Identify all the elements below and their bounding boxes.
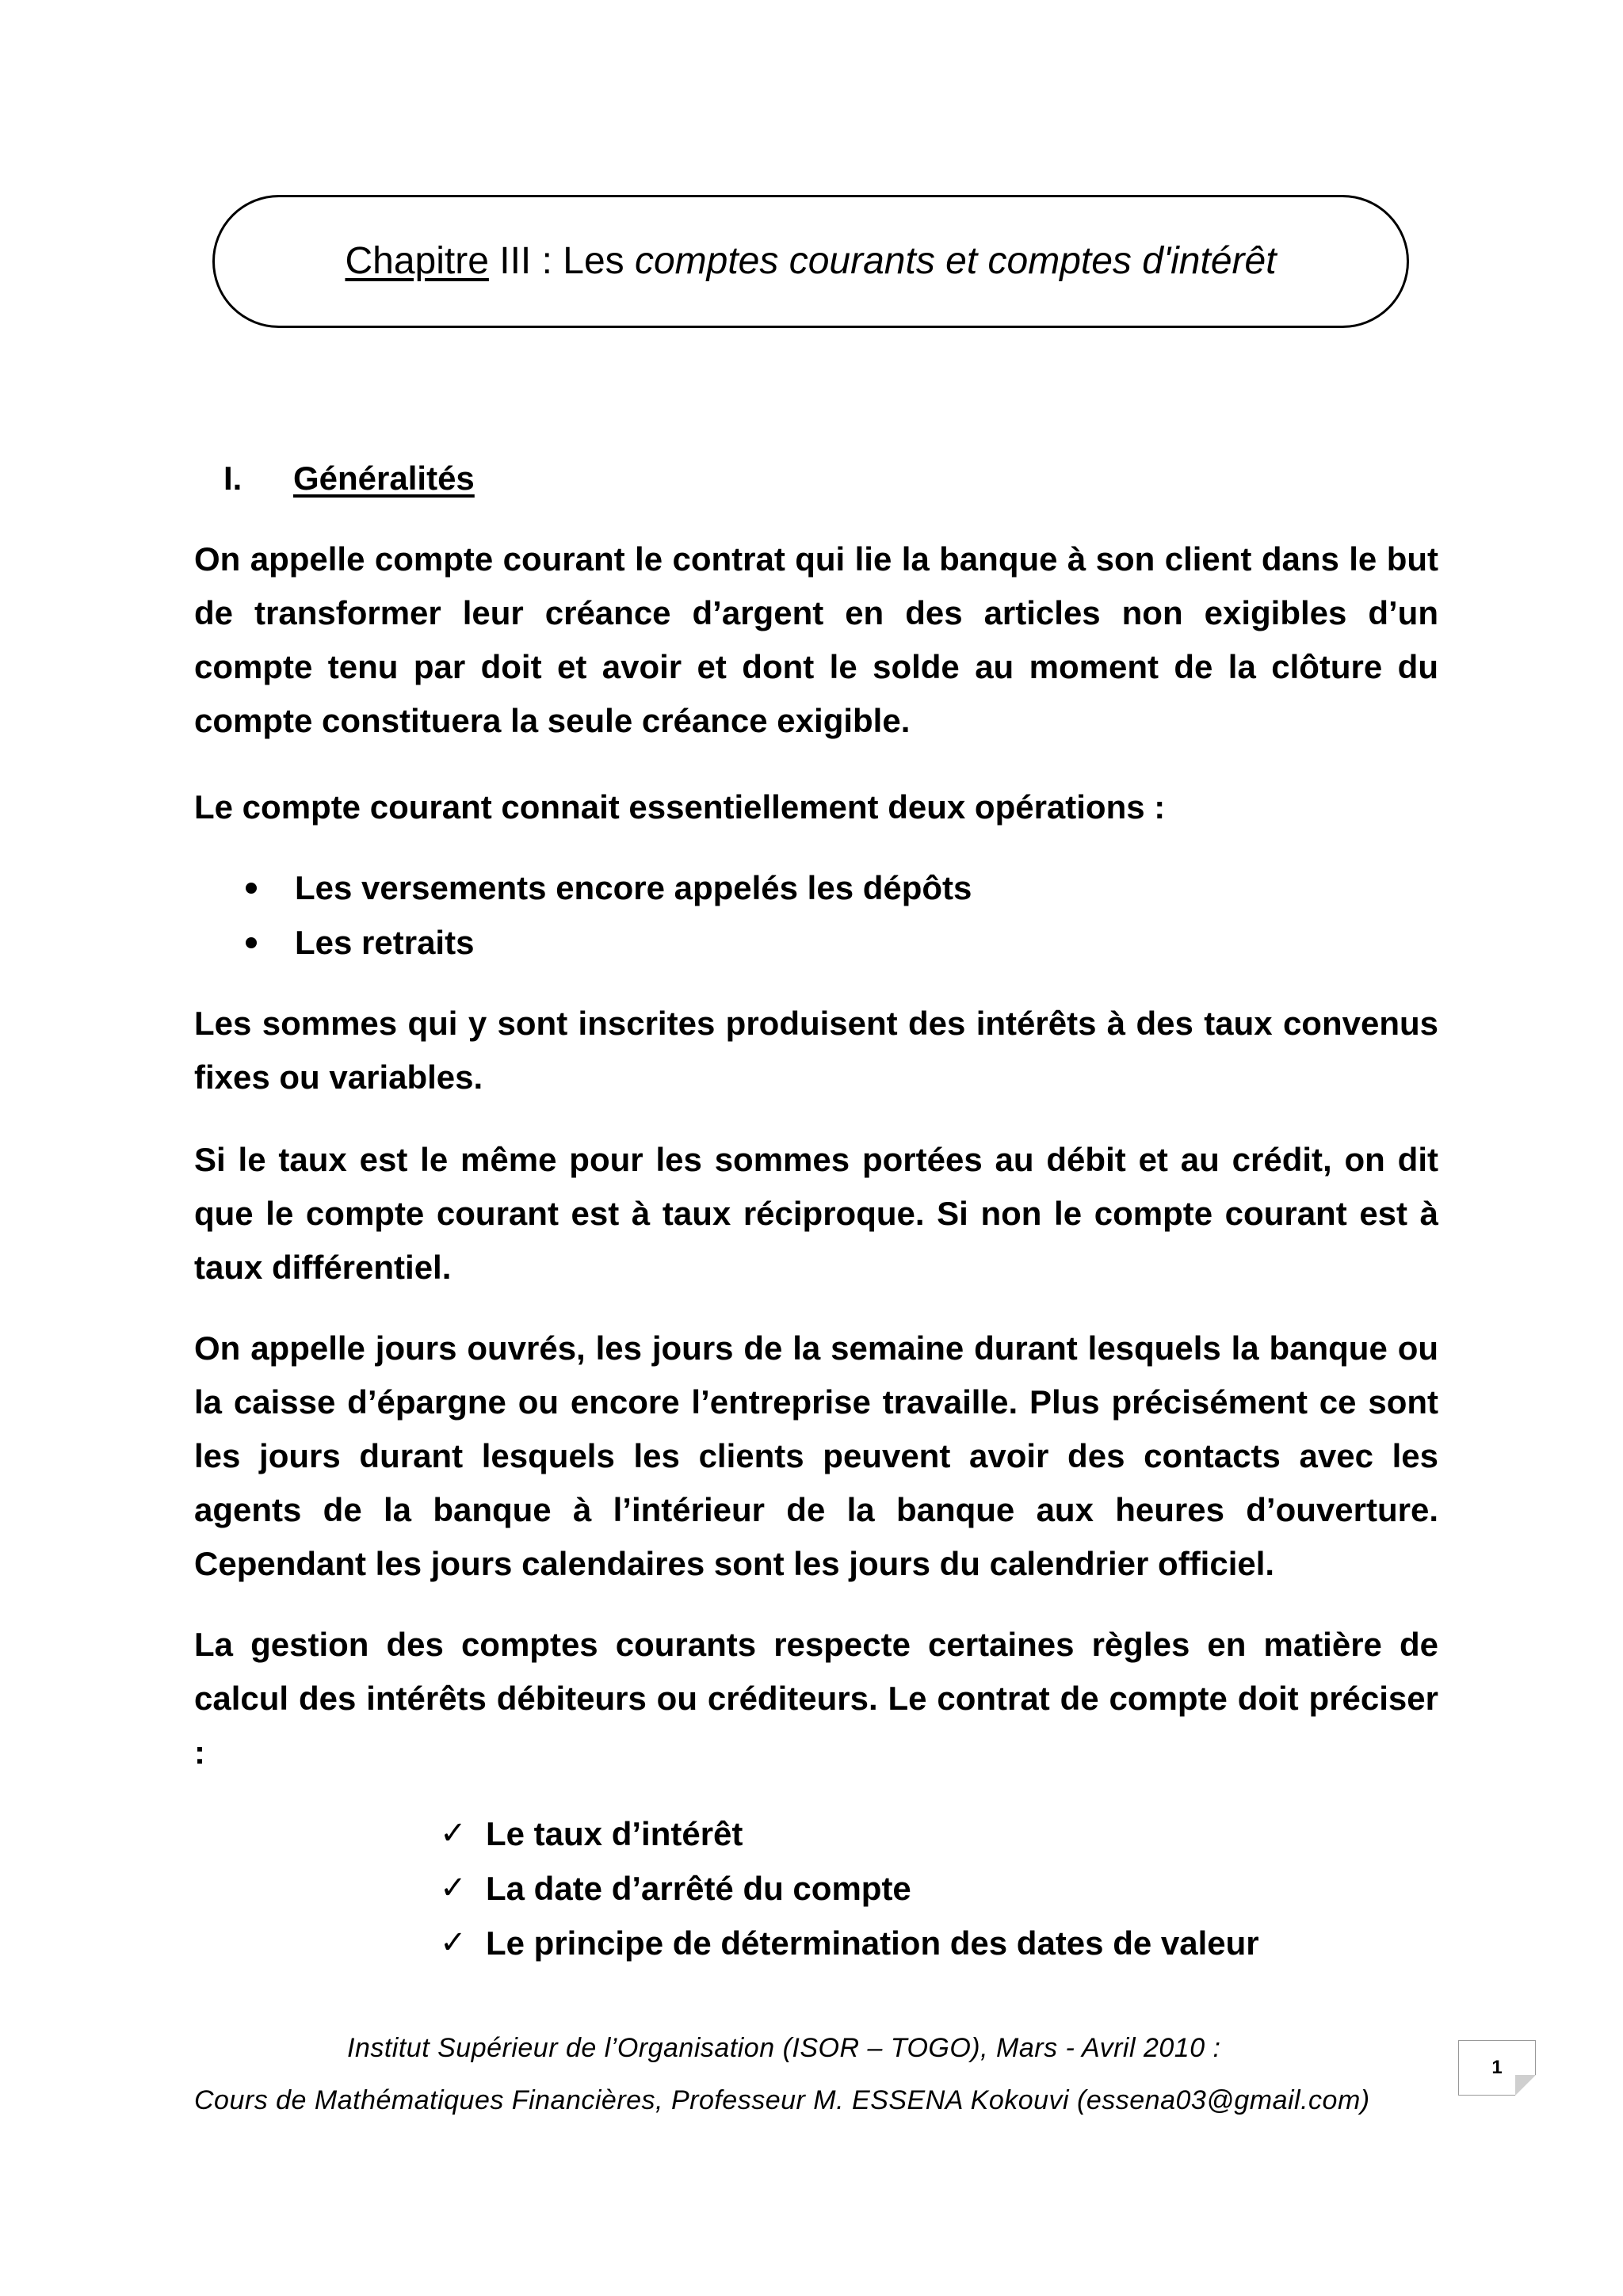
list-item-label: Le taux d’intérêt bbox=[486, 1815, 743, 1852]
chapter-title-box bbox=[212, 195, 1409, 328]
paragraph-interest: Les sommes qui y sont inscrites produisent des intérêts à des taux convenus fixes ou variables. bbox=[194, 1005, 1438, 1096]
paragraph-rules: La gestion des comptes courants respecte certaines règles en matière de calcul des intérêts débiteurs ou créditeurs. Le contrat de compte doit préciser : bbox=[194, 1626, 1438, 1771]
list-item bbox=[440, 1916, 1259, 1970]
chapter-subject: comptes courants et comptes d'intérêt bbox=[634, 240, 1277, 282]
list-item-label: Les retraits bbox=[295, 924, 475, 961]
list-item-label: Le principe de détermination des dates de valeur bbox=[486, 1924, 1259, 1962]
footer-course: Cours de Mathématiques Financières, Professeur M. ESSENA Kokouvi (essena03@gmail.com) bbox=[194, 2085, 1370, 2115]
section-heading bbox=[223, 460, 475, 498]
footer-institution: Institut Supérieur de l’Organisation (ISOR – TOGO), Mars - Avril 2010 : bbox=[347, 2033, 1221, 2063]
list-item bbox=[246, 915, 972, 970]
chapter-label: Chapitre bbox=[345, 240, 489, 282]
checkmark-icon: ✓ bbox=[440, 1816, 467, 1851]
list-item bbox=[246, 860, 972, 915]
checkmark-icon: ✓ bbox=[440, 1871, 467, 1905]
section-number: I. bbox=[223, 460, 242, 497]
bullet-icon bbox=[246, 883, 257, 894]
chapter-number: III : Les bbox=[488, 240, 635, 282]
paragraph-working-days: On appelle jours ouvrés, les jours de la semaine durant lesquels la banque ou la caisse d’épargne ou encore l’entreprise travaille. Plus précisément ce sont les jours durant lesquels les clients peuvent avoir des contacts avec les agents de la banque à l’intérieur de la banque aux heures d’ouverture. Cependant les jours calendaires sont les jours du calendrier officiel. bbox=[194, 1329, 1438, 1582]
page-number: 1 bbox=[1491, 2057, 1503, 2078]
contract-checklist bbox=[440, 1806, 1259, 1970]
section-title: Généralités bbox=[293, 460, 475, 497]
operations-list bbox=[246, 860, 972, 970]
page-number-box bbox=[1458, 2040, 1536, 2096]
paragraph-operations-intro: Le compte courant connait essentiellement deux opérations : bbox=[194, 788, 1166, 826]
bullet-icon bbox=[246, 937, 257, 948]
chapter-title bbox=[345, 242, 1276, 280]
page-curl-icon bbox=[1515, 2075, 1536, 2096]
list-item bbox=[440, 1806, 1259, 1861]
paragraph-rates: Si le taux est le même pour les sommes portées au débit et au crédit, on dit que le compte courant est à taux réciproque. Si non le compte courant est à taux différentiel. bbox=[194, 1141, 1438, 1286]
paragraph-definition: On appelle compte courant le contrat qui lie la banque à son client dans le but de transformer leur créance d’argent en des articles non exigibles d’un compte tenu par doit et avoir et dont le solde au moment de la clôture du compte constituera la seule créance exigible. bbox=[194, 540, 1438, 739]
list-item bbox=[440, 1861, 1259, 1916]
list-item-label: La date d’arrêté du compte bbox=[486, 1870, 911, 1907]
checkmark-icon: ✓ bbox=[440, 1925, 467, 1960]
list-item-label: Les versements encore appelés les dépôts bbox=[295, 869, 972, 906]
